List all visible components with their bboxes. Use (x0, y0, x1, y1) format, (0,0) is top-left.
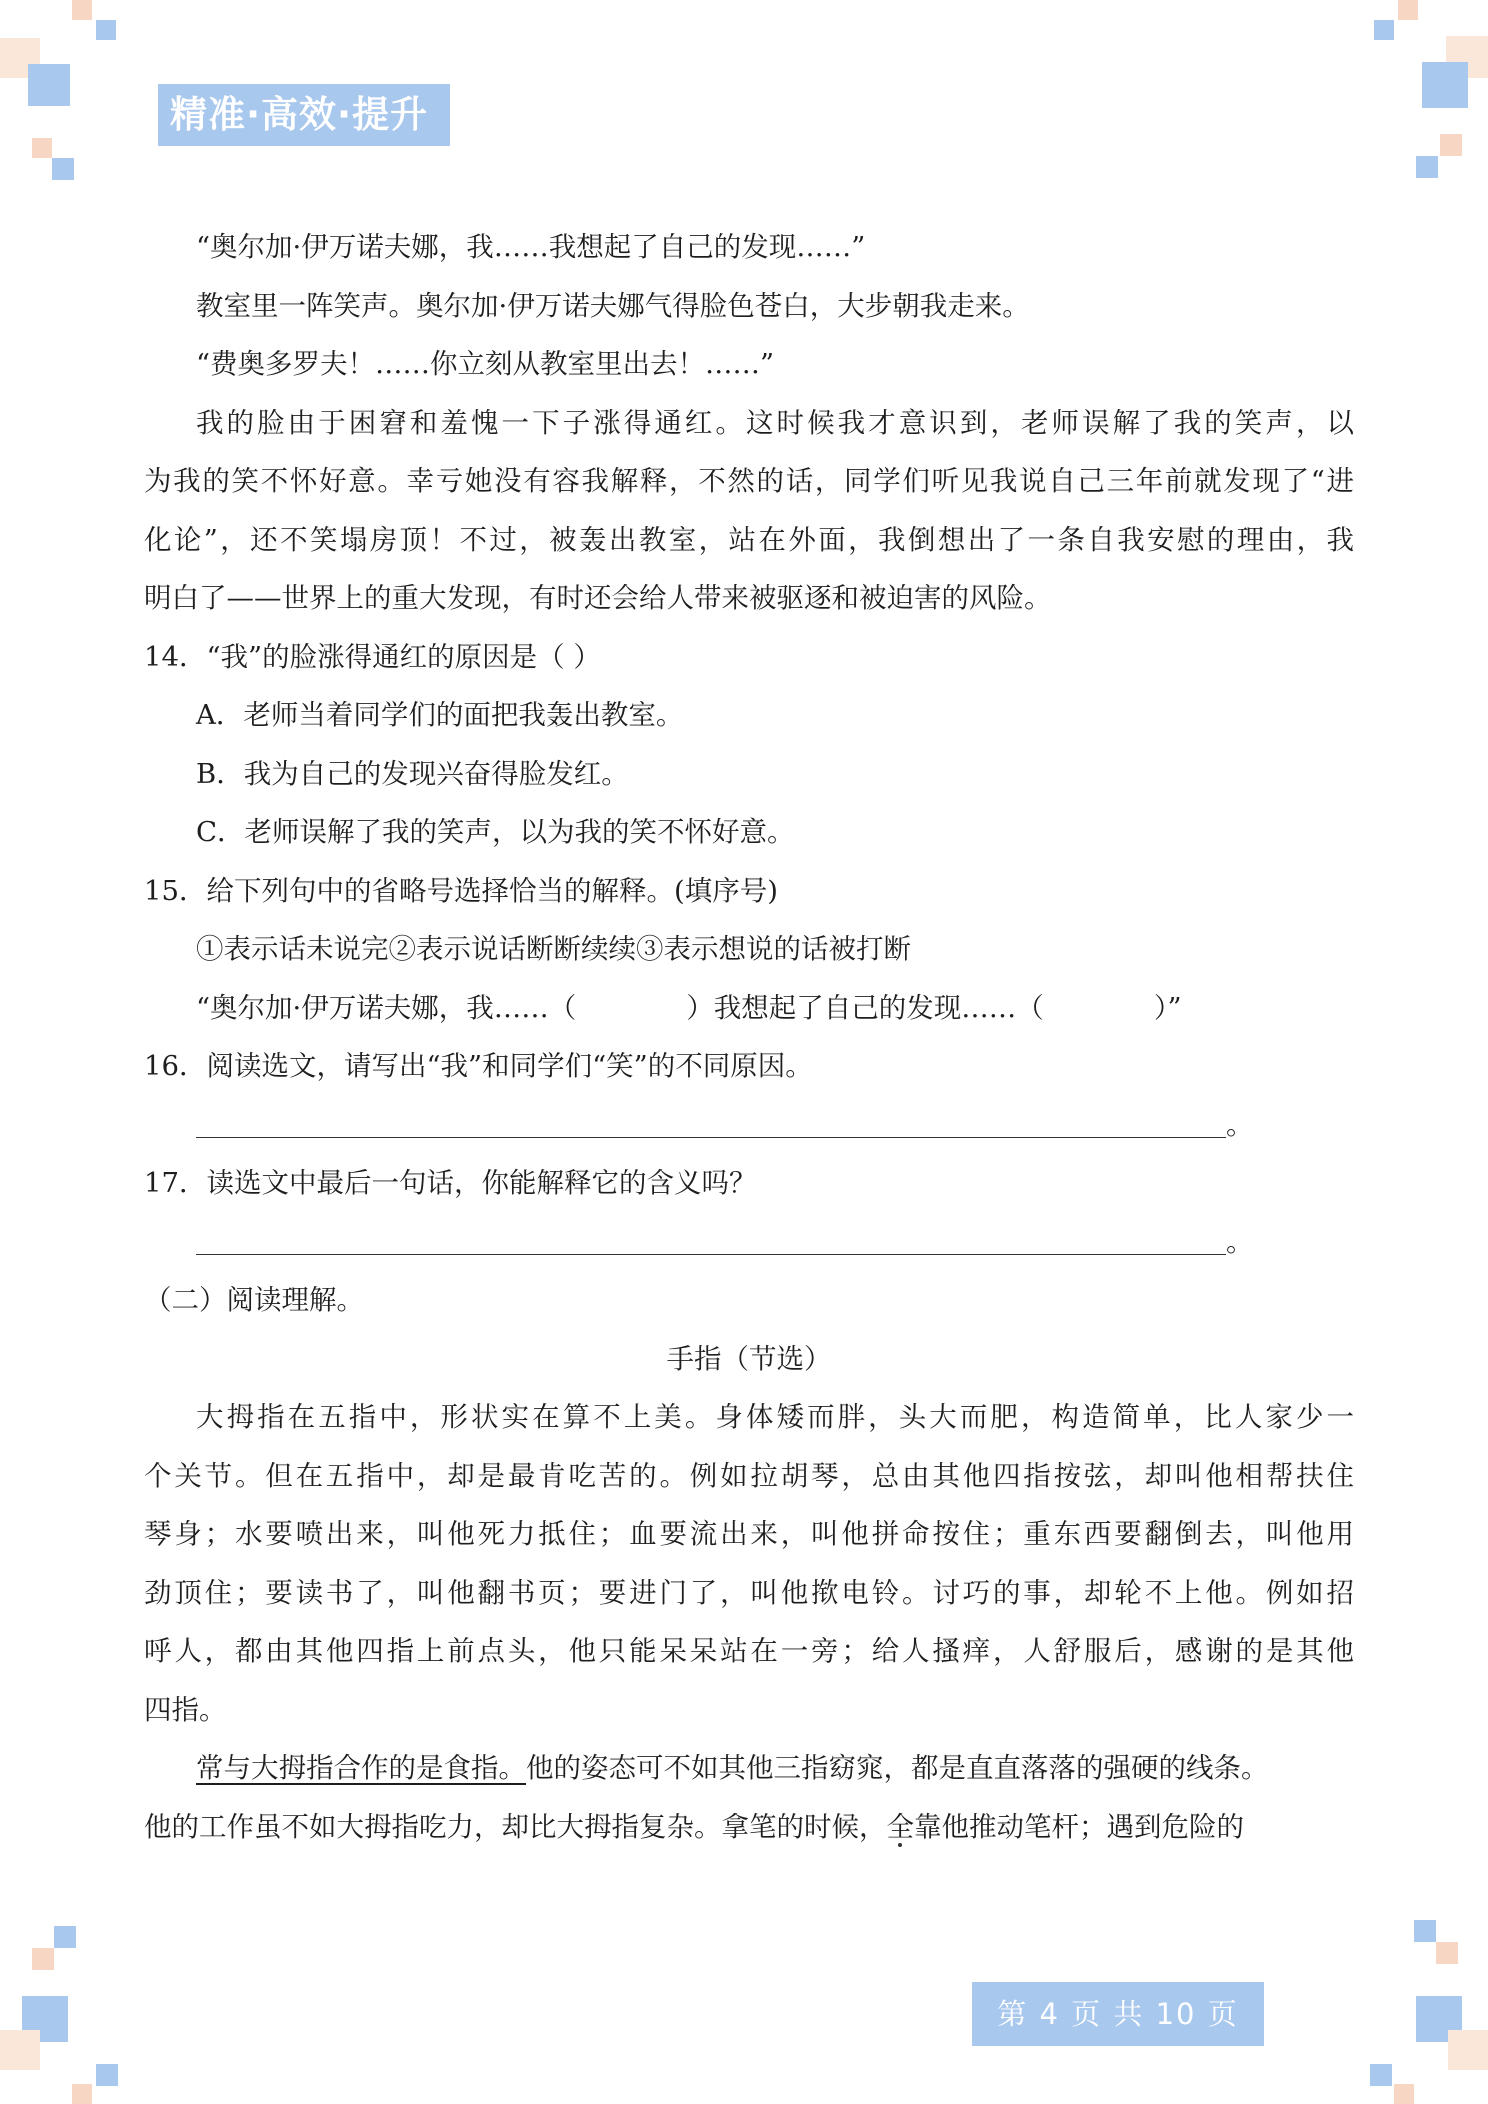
sentence-part: ）我想起了自己的发现……（ (686, 991, 1044, 1024)
sentence-part: “奥尔加·伊万诺夫娜，我……（ (196, 991, 577, 1024)
end-mark: 。 (1226, 1108, 1254, 1141)
article-line (144, 1798, 1354, 1857)
passage-1 (144, 218, 1354, 628)
question-16 (144, 1037, 1354, 1154)
article-line: 个关节。但在五指中，却是最肯吃苦的。例如拉胡琴，总由其他四指按弦，却叫他相帮扶住 (144, 1459, 1354, 1492)
article-line: 四指。 (144, 1693, 227, 1726)
sentence-part: ）” (1153, 991, 1182, 1024)
option-b[interactable]: B．我为自己的发现兴奋得脸发红。 (196, 757, 629, 790)
option-c[interactable]: C．老师误解了我的笑声，以为我的笑不怀好意。 (196, 816, 795, 848)
emphasis-dotted-char: 全 (886, 1810, 914, 1843)
section-heading: （二）阅读理解。 (144, 1284, 364, 1316)
header-title-badge: 精准·高效·提升 (158, 84, 450, 146)
answer-line (144, 1213, 1354, 1272)
passage-line: 我的脸由于困窘和羞愧一下子涨得通红。这时候我才意识到，老师误解了我的笑声，以 (196, 406, 1354, 439)
answer-blank[interactable] (196, 1103, 1226, 1138)
section-2 (144, 1271, 1354, 1856)
question-17 (144, 1154, 1354, 1271)
underlined-sentence: 常与大拇指合作的是食指。 (196, 1752, 526, 1784)
end-mark: 。 (1226, 1225, 1254, 1258)
answer-line (144, 1096, 1354, 1155)
article-line: 劲顶住；要读书了，叫他翻书页；要进门了，叫他揿电铃。讨巧的事，却轮不上他。例如招 (144, 1576, 1354, 1609)
article-title: 手指（节选） (666, 1342, 832, 1375)
question-stem: 17．读选文中最后一句话，你能解释它的含义吗？ (144, 1167, 757, 1199)
question-stem: 14．“我”的脸涨得通红的原因是（ ） (144, 640, 601, 673)
article-line: 大拇指在五指中，形状实在算不上美。身体矮而胖，头大而肥，构造简单，比人家少一 (196, 1401, 1354, 1433)
option-a[interactable]: A．老师当着同学们的面把我轰出教室。 (196, 699, 684, 731)
article-text: 他的工作虽不如大拇指吃力，却比大拇指复杂。拿笔的时候， (144, 1810, 887, 1843)
passage-line: 化论”，还不笑塌房顶！不过，被轰出教室，站在外面，我倒想出了一条自我安慰的理由，我 (144, 523, 1354, 556)
page-number-badge: 第 4 页 共 10 页 (972, 1982, 1264, 2046)
article-line (144, 1739, 1354, 1798)
article-line: 呼人，都由其他四指上前点头，他只能呆呆站在一旁；给人搔痒，人舒服后，感谢的是其他 (144, 1635, 1354, 1667)
page-content (144, 218, 1354, 1856)
choice-list: ①表示话未说完②表示说话断断续续③表示想说的话被打断 (196, 933, 911, 965)
article-line: 琴身；水要喷出来，叫他死力抵住；血要流出来，叫他拼命按住；重东西要翻倒去，叫他用 (144, 1518, 1354, 1550)
answer-blank[interactable] (196, 1220, 1226, 1255)
fill-sentence (144, 979, 1354, 1038)
question-stem: 16．阅读选文，请写出“我”和同学们“笑”的不同原因。 (144, 1050, 813, 1082)
article-text: 靠他推动笔杆；遇到危险的 (914, 1810, 1244, 1843)
passage-line: “费奥多罗夫！……你立刻从教室里出去！……” (196, 348, 775, 380)
question-15 (144, 862, 1354, 1038)
question-14 (144, 628, 1354, 862)
passage-line: 明白了——世界上的重大发现，有时还会给人带来被驱逐和被迫害的风险。 (144, 582, 1052, 614)
passage-line: 为我的笑不怀好意。幸亏她没有容我解释，不然的话，同学们听见我说自己三年前就发现了“进 (144, 465, 1354, 497)
passage-line: “奥尔加·伊万诺夫娜，我……我想起了自己的发现……” (196, 231, 866, 263)
article-text: 他的姿态可不如其他三指窈窕，都是直直落落的强硬的线条。 (526, 1752, 1269, 1784)
passage-line: 教室里一阵笑声。奥尔加·伊万诺夫娜气得脸色苍白，大步朝我走来。 (196, 289, 1030, 322)
question-stem: 15．给下列句中的省略号选择恰当的解释。(填序号) (144, 874, 778, 907)
